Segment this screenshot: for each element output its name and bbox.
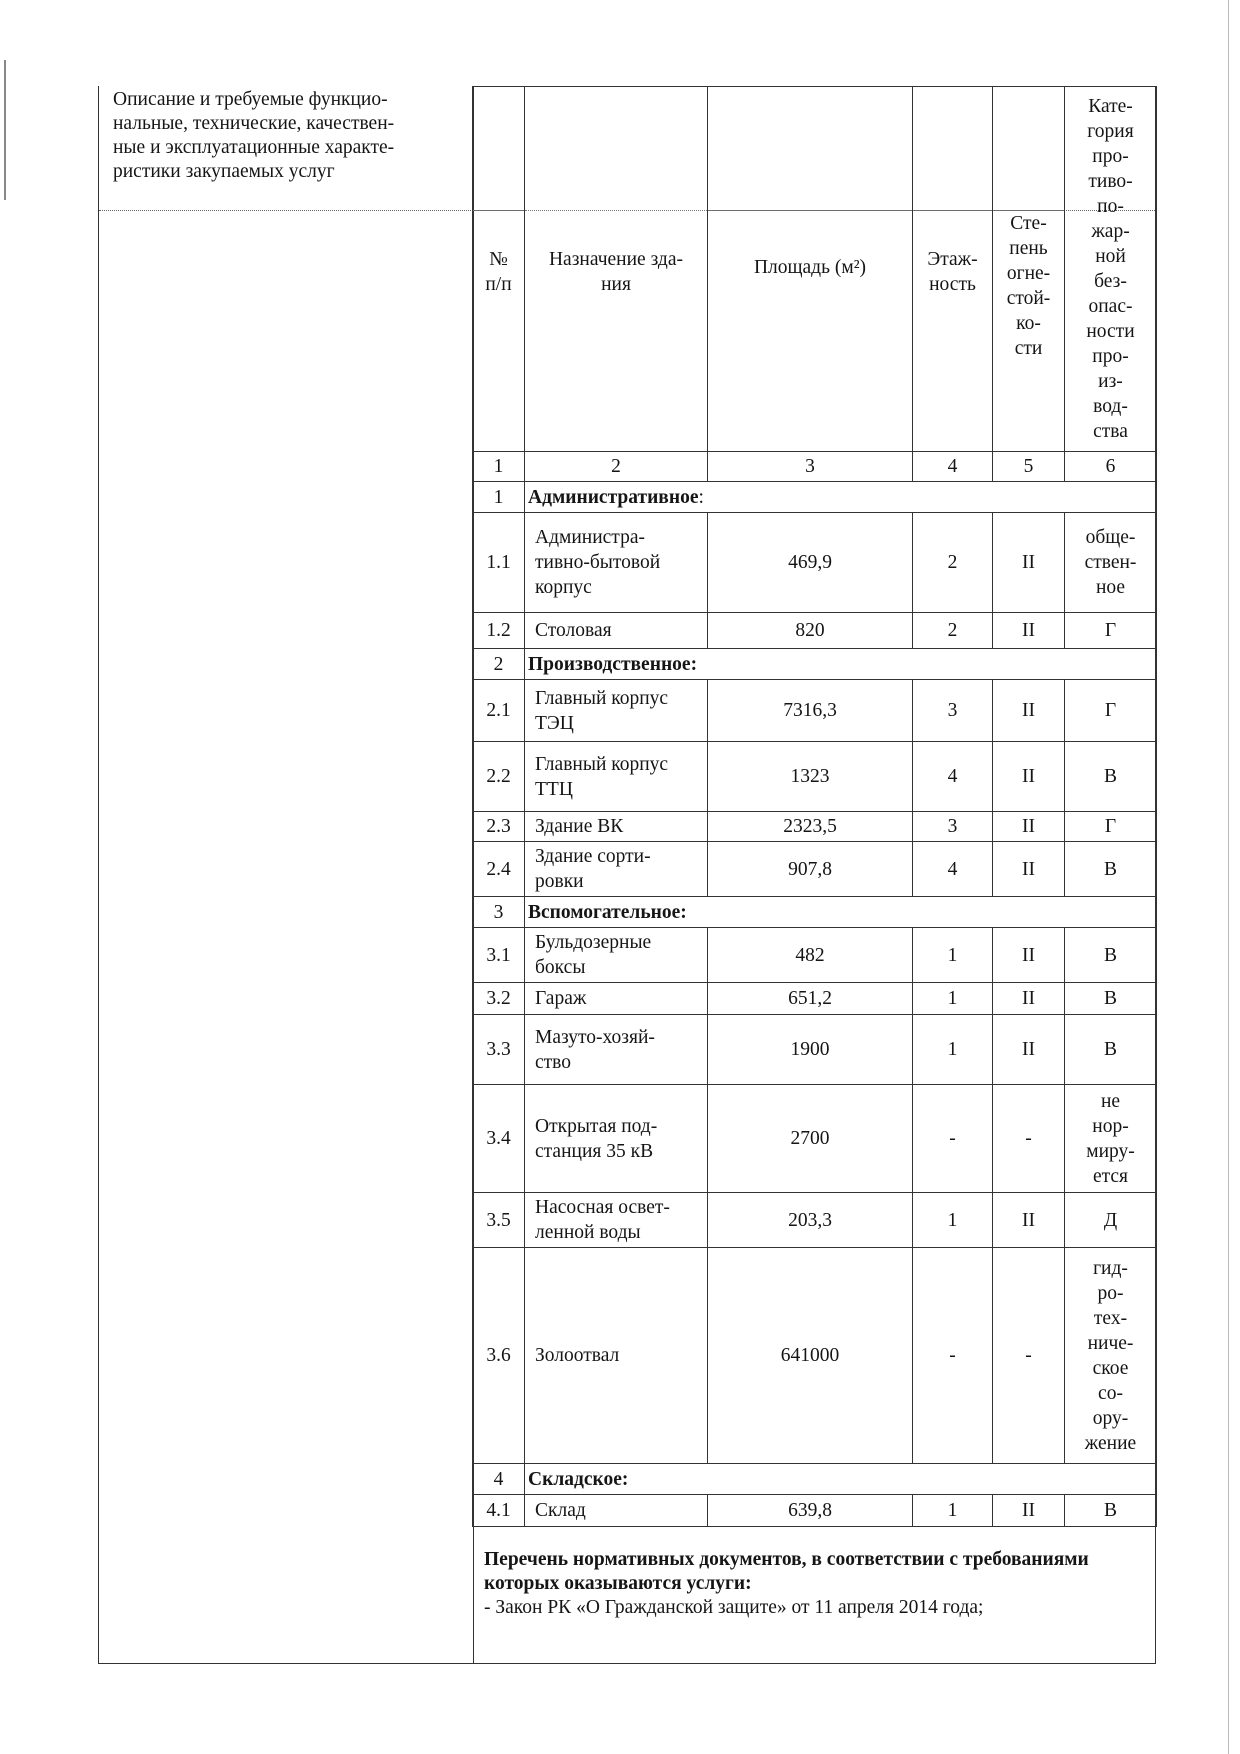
table-row — [473, 1248, 1157, 1464]
section-title — [525, 897, 1157, 928]
column-numbers-row — [473, 452, 1157, 482]
section-title-suffix: : — [698, 486, 704, 508]
floors-value: 3 — [913, 812, 993, 842]
colnum-cell: 6 — [1065, 452, 1157, 482]
table-row — [473, 1193, 1157, 1248]
category-value: Д — [1065, 1193, 1157, 1248]
table-row — [473, 842, 1157, 897]
floors-value: 2 — [913, 613, 993, 649]
floors-value: 1 — [913, 1015, 993, 1085]
header-row — [473, 211, 1157, 452]
header-area-top — [708, 87, 913, 211]
colnum-cell: 3 — [708, 452, 913, 482]
header-purpose: Назначение зда- ния — [525, 211, 708, 452]
building-name: Мазуто-хозяй- ство — [525, 1015, 708, 1085]
category-value: В — [1065, 983, 1157, 1015]
area-value: 651,2 — [708, 983, 913, 1015]
row-number: 2.3 — [473, 812, 525, 842]
building-name: Склад — [525, 1495, 708, 1527]
fire-resistance-value: II — [993, 812, 1065, 842]
area-value: 907,8 — [708, 842, 913, 897]
section-number: 2 — [473, 649, 525, 680]
header-category: Кате- гория про- тиво- по- жар- ной без- опас- ности про- из- вод- ства — [1065, 87, 1157, 452]
building-name: Здание ВК — [525, 812, 708, 842]
table-row — [473, 513, 1157, 613]
floors-value: 4 — [913, 842, 993, 897]
area-value: 482 — [708, 928, 913, 983]
area-value: 639,8 — [708, 1495, 913, 1527]
header-area: Площадь (м²) — [708, 211, 913, 452]
section-row — [473, 649, 1157, 680]
category-value: В — [1065, 928, 1157, 983]
category-value: В — [1065, 1495, 1157, 1527]
buildings-table — [472, 86, 1157, 1527]
area-value: 2323,5 — [708, 812, 913, 842]
fire-resistance-value: II — [993, 1193, 1065, 1248]
building-name: Здание сорти- ровки — [525, 842, 708, 897]
header-floors-top — [913, 87, 993, 211]
row-number: 3.6 — [473, 1248, 525, 1464]
building-name: Гараж — [525, 983, 708, 1015]
section-title — [525, 649, 1157, 680]
building-name: Администра- тивно-бытовой корпус — [525, 513, 708, 613]
header-top-row — [473, 87, 1157, 211]
floors-value: 1 — [913, 983, 993, 1015]
header-fire-resistance: Сте- пень огне- стой- ко- сти — [993, 211, 1065, 452]
building-name: Бульдозерные боксы — [525, 928, 708, 983]
row-number: 1.1 — [473, 513, 525, 613]
category-value: не нор- миру- ется — [1065, 1085, 1157, 1193]
section-number: 3 — [473, 897, 525, 928]
row-number: 4.1 — [473, 1495, 525, 1527]
section-title — [525, 1464, 1157, 1495]
section-row — [473, 482, 1157, 513]
field-label: Описание и требуемые функцио- нальные, технические, качествен- ные и эксплуатационные характе- ристики закупаемых услуг — [113, 89, 395, 182]
category-value: обще- ствен- ное — [1065, 513, 1157, 613]
area-value: 820 — [708, 613, 913, 649]
area-value: 2700 — [708, 1085, 913, 1193]
fire-resistance-value: II — [993, 842, 1065, 897]
building-name: Главный корпус ТЭЦ — [525, 680, 708, 742]
row-number: 2.2 — [473, 742, 525, 812]
header-num: № п/п — [473, 211, 525, 452]
row-number: 3.2 — [473, 983, 525, 1015]
documents-heading: Перечень нормативных документов, в соответствии с требованиями которых оказываются услуги: — [484, 1549, 1089, 1594]
scan-artifact — [4, 60, 6, 200]
colnum-cell: 1 — [473, 452, 525, 482]
category-value: Г — [1065, 680, 1157, 742]
floors-value: - — [913, 1248, 993, 1464]
floors-value: 1 — [913, 1495, 993, 1527]
header-num-top — [473, 87, 525, 211]
building-name: Насосная освет- ленной воды — [525, 1193, 708, 1248]
section-title-text: Вспомогательное: — [528, 901, 687, 923]
category-value: Г — [1065, 812, 1157, 842]
fire-resistance-value: II — [993, 983, 1065, 1015]
table-row — [473, 983, 1157, 1015]
row-number: 3.4 — [473, 1085, 525, 1193]
category-value: В — [1065, 1015, 1157, 1085]
section-row — [473, 1464, 1157, 1495]
row-number: 1.2 — [473, 613, 525, 649]
fire-resistance-value: II — [993, 680, 1065, 742]
fire-resistance-value: II — [993, 1495, 1065, 1527]
floors-value: 1 — [913, 1193, 993, 1248]
row-number: 2.1 — [473, 680, 525, 742]
table-row — [473, 680, 1157, 742]
fire-resistance-value: II — [993, 928, 1065, 983]
area-value: 1323 — [708, 742, 913, 812]
building-name: Столовая — [525, 613, 708, 649]
header-fire-top — [993, 87, 1065, 211]
section-number: 4 — [473, 1464, 525, 1495]
row-number: 3.1 — [473, 928, 525, 983]
normative-documents — [484, 1548, 1144, 1620]
area-value: 641000 — [708, 1248, 913, 1464]
table-row — [473, 742, 1157, 812]
row-number: 3.3 — [473, 1015, 525, 1085]
area-value: 203,3 — [708, 1193, 913, 1248]
section-title-text: Административное — [528, 486, 699, 508]
building-name: Золоотвал — [525, 1248, 708, 1464]
table-row — [473, 1495, 1157, 1527]
table-row — [473, 1015, 1157, 1085]
building-name: Главный корпус ТТЦ — [525, 742, 708, 812]
area-value: 469,9 — [708, 513, 913, 613]
row-number: 3.5 — [473, 1193, 525, 1248]
header-purpose-top — [525, 87, 708, 211]
document-item: - Закон РК «О Гражданской защите» от 11 апреля 2014 года; — [484, 1597, 984, 1618]
category-value: гид- ро- тех- ниче- ское со- ору- жение — [1065, 1248, 1157, 1464]
header-floors: Этаж- ность — [913, 211, 993, 452]
fire-resistance-value: II — [993, 613, 1065, 649]
category-value: Г — [1065, 613, 1157, 649]
building-name: Открытая под- станция 35 кВ — [525, 1085, 708, 1193]
fire-resistance-value: - — [993, 1085, 1065, 1193]
table-row — [473, 613, 1157, 649]
fire-resistance-value: II — [993, 513, 1065, 613]
floors-value: 2 — [913, 513, 993, 613]
floors-value: 4 — [913, 742, 993, 812]
floors-value: 3 — [913, 680, 993, 742]
area-value: 1900 — [708, 1015, 913, 1085]
scan-artifact — [1228, 0, 1229, 1754]
section-number: 1 — [473, 482, 525, 513]
table-row — [473, 928, 1157, 983]
colnum-cell: 5 — [993, 452, 1065, 482]
row-number: 2.4 — [473, 842, 525, 897]
colnum-cell: 2 — [525, 452, 708, 482]
fire-resistance-value: - — [993, 1248, 1065, 1464]
floors-value: 1 — [913, 928, 993, 983]
fire-resistance-value: II — [993, 1015, 1065, 1085]
table-row — [473, 812, 1157, 842]
fire-resistance-value: II — [993, 742, 1065, 812]
section-title-text: Складское: — [528, 1468, 629, 1490]
colnum-cell: 4 — [913, 452, 993, 482]
area-value: 7316,3 — [708, 680, 913, 742]
category-value: В — [1065, 742, 1157, 812]
table-row — [473, 1085, 1157, 1193]
category-value: В — [1065, 842, 1157, 897]
section-title — [525, 482, 1157, 513]
floors-value: - — [913, 1085, 993, 1193]
section-row — [473, 897, 1157, 928]
section-title-text: Производственное: — [528, 653, 698, 675]
